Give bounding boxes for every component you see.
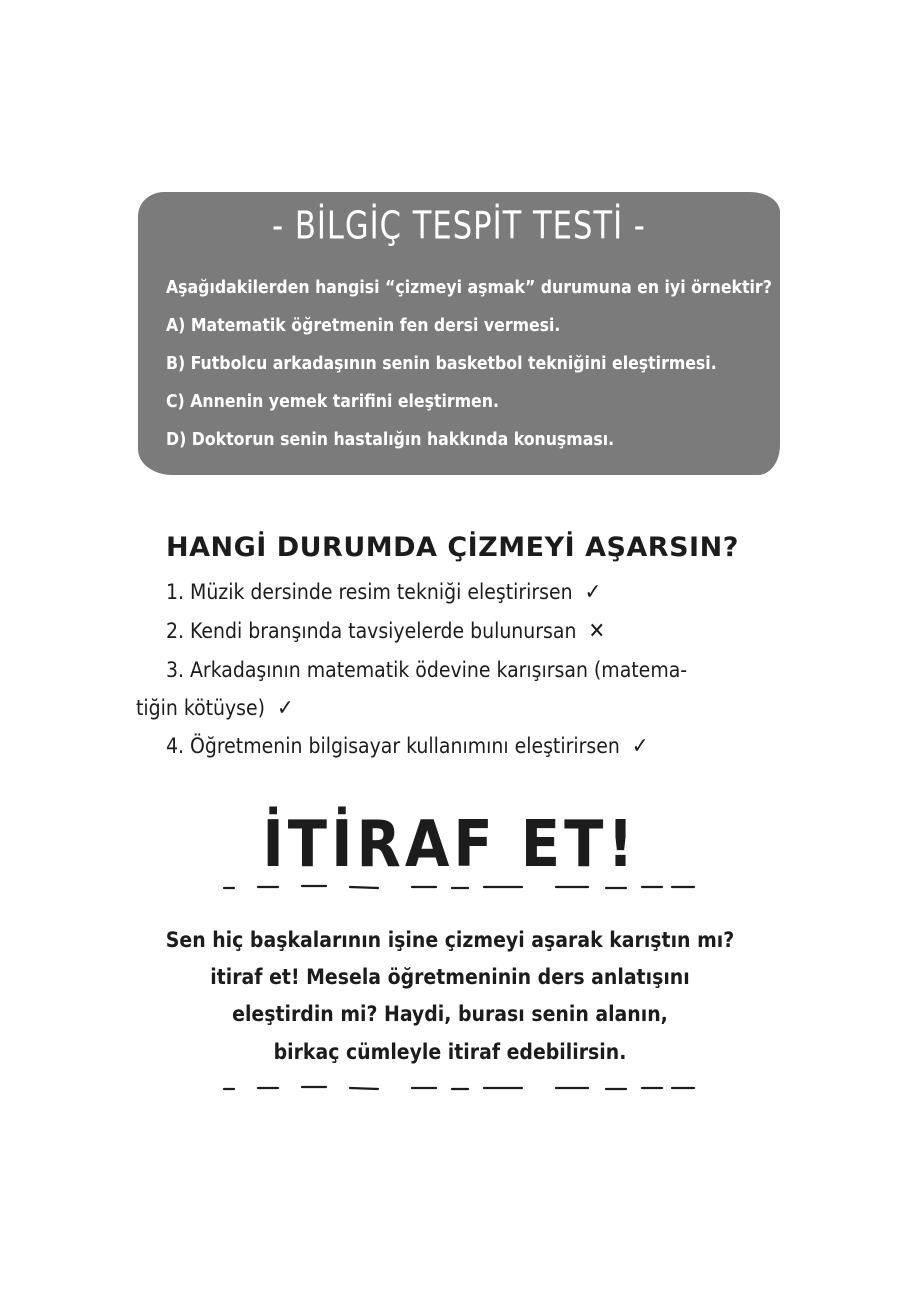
cross-icon: ✕ bbox=[588, 619, 606, 644]
dashed-divider-top bbox=[222, 884, 696, 890]
list-item-2 bbox=[166, 619, 605, 644]
confess-line-1: Sen hiç başkalarının işine çizmeyi aşarak karıştın mı? bbox=[165, 928, 735, 952]
check-icon: ✓ bbox=[631, 734, 649, 759]
quiz-option-d: D) Doktorun senin hastalığın hakkında konuşması. bbox=[166, 430, 615, 450]
confess-line-3: eleştirdin mi? Haydi, burası senin alanın, bbox=[232, 1002, 668, 1026]
list-item-1 bbox=[166, 580, 601, 605]
list-item-4 bbox=[166, 734, 648, 759]
list-item-text: 4. Öğretmenin bilgisayar kullanımını eleştirirsen bbox=[166, 734, 620, 758]
confess-line-2: itiraf et! Mesela öğretmeninin ders anlatışını bbox=[210, 965, 690, 989]
check-icon: ✓ bbox=[277, 696, 294, 721]
check-icon: ✓ bbox=[584, 580, 602, 605]
quiz-box bbox=[138, 192, 780, 475]
list-item-text: 2. Kendi branşında tavsiyelerde bulunursan bbox=[166, 619, 577, 643]
dashed-divider-bottom bbox=[222, 1085, 696, 1091]
confess-title: İTİRAF ET! bbox=[262, 808, 638, 882]
confess-line-4: birkaç cümleyle itiraf edebilirsin. bbox=[273, 1040, 627, 1064]
list-item-text: 1. Müzik dersinde resim tekniği eleştirirsen bbox=[166, 580, 573, 604]
quiz-option-b: B) Futbolcu arkadaşının senin basketbol tekniğini eleştirmesi. bbox=[166, 354, 717, 374]
quiz-option-c: C) Annenin yemek tarifini eleştirmen. bbox=[166, 392, 499, 412]
quiz-title: - BİLGİÇ TESPİT TESTİ - bbox=[272, 203, 646, 249]
section-heading: HANGİ DURUMDA ÇİZMEYİ AŞARSIN? bbox=[166, 532, 739, 563]
quiz-option-a: A) Matematik öğretmenin fen dersi vermesi. bbox=[166, 316, 561, 336]
list-item-3 bbox=[166, 658, 687, 682]
quiz-question: Aşağıdakilerden hangisi “çizmeyi aşmak” durumuna en iyi örnektir? bbox=[166, 278, 772, 298]
list-item-3-continued bbox=[136, 696, 294, 721]
list-item-text-continued: tiğin kötüyse) bbox=[136, 696, 266, 720]
list-item-text: 3. Arkadaşının matematik ödevine karışırsan (matema- bbox=[166, 658, 688, 682]
